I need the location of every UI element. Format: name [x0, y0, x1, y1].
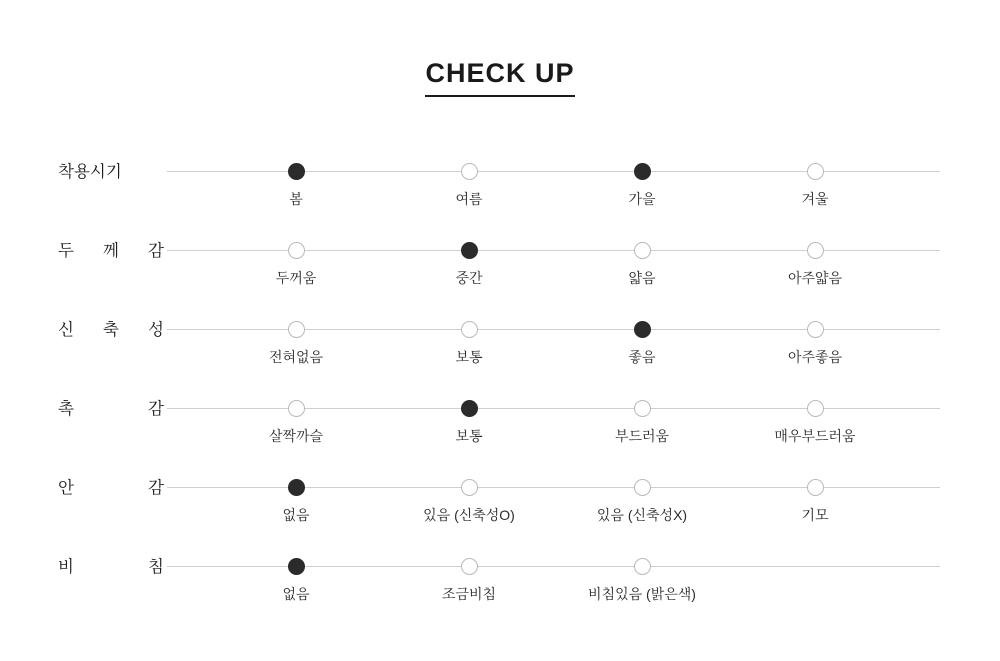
- option-selected[interactable]: [552, 298, 732, 367]
- option-selected[interactable]: [206, 535, 386, 604]
- option-label: 겨울: [801, 191, 829, 207]
- check-up-rows: [0, 140, 1000, 614]
- option-unselected[interactable]: [379, 535, 559, 604]
- filled-dot-icon[interactable]: [461, 242, 478, 259]
- row-label-char: 성: [148, 321, 164, 339]
- option-label: 중간: [455, 270, 483, 286]
- option-unselected[interactable]: [206, 298, 386, 367]
- empty-dot-icon[interactable]: [807, 163, 824, 180]
- page-title: [0, 58, 1000, 97]
- page-title-text: CHECK UP: [425, 58, 574, 97]
- option-label: 봄: [289, 191, 303, 207]
- option-label: 아주좋음: [787, 349, 843, 365]
- option-unselected[interactable]: [206, 219, 386, 288]
- option-label: 두꺼움: [275, 270, 317, 286]
- option-label: 매우부드러움: [774, 428, 856, 444]
- row-label-char: 신: [58, 321, 74, 339]
- option-selected[interactable]: [206, 140, 386, 209]
- row-label-char: 침: [148, 558, 164, 576]
- empty-dot-icon[interactable]: [461, 558, 478, 575]
- check-up-row: [0, 298, 1000, 377]
- empty-dot-icon[interactable]: [634, 400, 651, 417]
- option-label: 살짝까슬: [268, 428, 324, 444]
- empty-dot-icon[interactable]: [807, 400, 824, 417]
- empty-dot-icon[interactable]: [807, 242, 824, 259]
- row-label: [58, 316, 164, 340]
- option-unselected[interactable]: [725, 377, 905, 446]
- option-unselected[interactable]: [379, 456, 559, 525]
- option-unselected[interactable]: [379, 140, 559, 209]
- option-label: 전혀없음: [268, 349, 324, 365]
- option-unselected[interactable]: [379, 298, 559, 367]
- filled-dot-icon[interactable]: [461, 400, 478, 417]
- option-label: 보통: [455, 428, 483, 444]
- option-label: 비침있음 (밝은색): [588, 586, 696, 602]
- option-unselected[interactable]: [725, 456, 905, 525]
- empty-dot-icon[interactable]: [807, 321, 824, 338]
- option-unselected[interactable]: [725, 298, 905, 367]
- empty-dot-icon[interactable]: [288, 242, 305, 259]
- option-selected[interactable]: [379, 219, 559, 288]
- option-label: 가을: [628, 191, 656, 207]
- option-label: 보통: [455, 349, 483, 365]
- empty-dot-icon[interactable]: [634, 479, 651, 496]
- empty-dot-icon[interactable]: [461, 479, 478, 496]
- option-label: 아주얇음: [787, 270, 843, 286]
- empty-dot-icon[interactable]: [288, 321, 305, 338]
- empty-dot-icon[interactable]: [634, 558, 651, 575]
- row-label-char: 감: [148, 400, 164, 418]
- empty-dot-icon[interactable]: [634, 242, 651, 259]
- row-label: [58, 474, 164, 498]
- empty-dot-icon[interactable]: [288, 400, 305, 417]
- check-up-row: [0, 535, 1000, 614]
- filled-dot-icon[interactable]: [634, 321, 651, 338]
- option-label: 없음: [282, 586, 310, 602]
- row-label-char: 두: [58, 242, 74, 260]
- filled-dot-icon[interactable]: [288, 479, 305, 496]
- empty-dot-icon[interactable]: [461, 321, 478, 338]
- option-unselected[interactable]: [552, 535, 732, 604]
- option-unselected[interactable]: [725, 219, 905, 288]
- option-unselected[interactable]: [725, 140, 905, 209]
- filled-dot-icon[interactable]: [634, 163, 651, 180]
- row-label-char: 축: [103, 321, 119, 339]
- option-unselected[interactable]: [552, 219, 732, 288]
- filled-dot-icon[interactable]: [288, 163, 305, 180]
- option-label: 있음 (신축성X): [596, 507, 688, 523]
- row-label: [58, 237, 164, 261]
- option-selected[interactable]: [206, 456, 386, 525]
- option-label: 없음: [282, 507, 310, 523]
- row-label-char: 께: [103, 242, 119, 260]
- option-unselected[interactable]: [206, 377, 386, 446]
- option-label: 부드러움: [614, 428, 670, 444]
- row-label-char: 안: [58, 479, 74, 497]
- option-unselected[interactable]: [552, 456, 732, 525]
- option-label: 기모: [801, 507, 829, 523]
- option-label: 여름: [455, 191, 483, 207]
- option-label: 얇음: [628, 270, 656, 286]
- row-label-char: 비: [58, 558, 74, 576]
- empty-dot-icon[interactable]: [461, 163, 478, 180]
- row-label-char: 감: [148, 479, 164, 497]
- check-up-row: [0, 377, 1000, 456]
- option-selected[interactable]: [379, 377, 559, 446]
- option-label: 조금비침: [441, 586, 497, 602]
- filled-dot-icon[interactable]: [288, 558, 305, 575]
- row-label-char: 감: [148, 242, 164, 260]
- row-label-char: 촉: [58, 400, 74, 418]
- check-up-row: [0, 219, 1000, 298]
- row-label: [58, 395, 164, 419]
- row-label: [58, 553, 164, 577]
- option-unselected[interactable]: [552, 377, 732, 446]
- check-up-row: [0, 140, 1000, 219]
- empty-dot-icon[interactable]: [807, 479, 824, 496]
- option-selected[interactable]: [552, 140, 732, 209]
- row-label: 착용시기: [58, 163, 122, 181]
- check-up-row: [0, 456, 1000, 535]
- option-label: 있음 (신축성O): [423, 507, 515, 523]
- option-label: 좋음: [628, 349, 656, 365]
